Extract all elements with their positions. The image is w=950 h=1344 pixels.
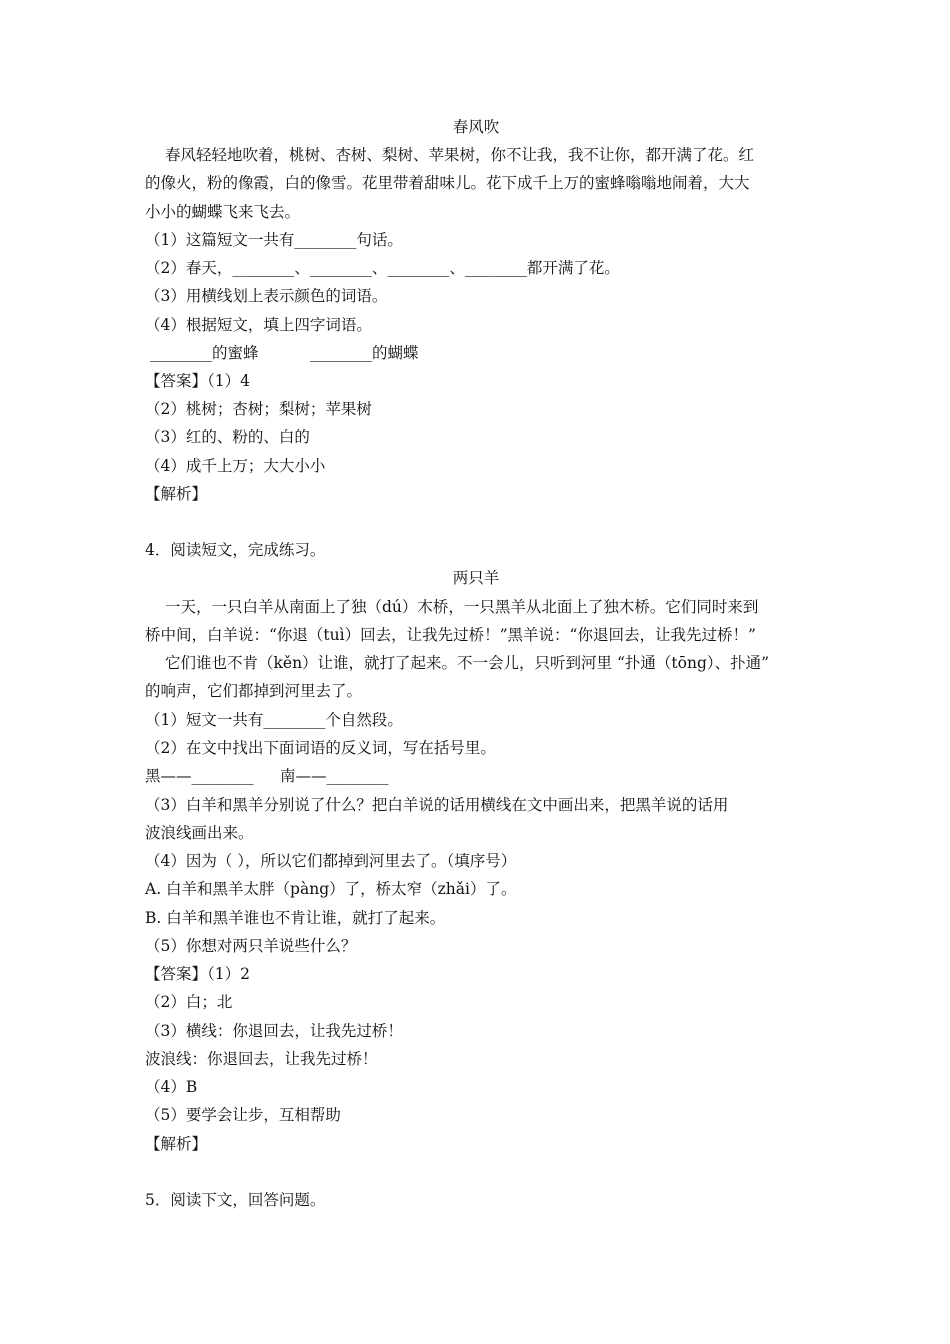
question-4: （4）因为（ ），所以它们都掉到河里去了。（填序号） xyxy=(145,852,517,870)
question-3: （3）用横线划上表示颜色的词语。 xyxy=(145,287,388,305)
passage-line: 它们谁也不肯（kěn）让谁，就打了起来。不一会儿，只听到河里 “扑通（tōng）、扑通” xyxy=(165,654,770,672)
answer-label: 【答案】 xyxy=(145,372,208,390)
answer-label: 【答案】 xyxy=(145,965,208,983)
question-4: （4）根据短文，填上四字词语。 xyxy=(145,316,372,334)
analysis-label: 【解析】 xyxy=(145,1135,208,1153)
answer-item: （2）桃树；杏树；梨树；苹果树 xyxy=(145,400,372,418)
question-2: （2）在文中找出下面词语的反义词，写在括号里。 xyxy=(145,739,496,757)
passage-title-chunfengchui: 春风吹 xyxy=(452,118,500,136)
passage-line: 小小的蝴蝶飞来飞去。 xyxy=(145,203,301,221)
passage-line: 桥中间，白羊说：“你退（tuì）回去，让我先过桥！”黑羊说：“你退回去，让我先过桥！” xyxy=(145,626,756,644)
passage-title-liangzhiyang: 两只羊 xyxy=(452,569,500,587)
question-3: （3）白羊和黑羊分别说了什么？把白羊说的话用横线在文中画出来，把黑羊说的话用 xyxy=(145,796,729,814)
antonym-blank-black: 黑——________ xyxy=(145,767,254,785)
passage-line: 的像火，粉的像霞，白的像雪。花里带着甜味儿。花下成千上万的蜜蜂嗡嗡地闹着，大大 xyxy=(145,174,750,192)
antonym-blank-south: 南——________ xyxy=(280,767,389,785)
passage-line: 的响声，它们都掉到河里去了。 xyxy=(145,682,363,700)
question-5: （5）你想对两只羊说些什么？ xyxy=(145,937,357,955)
question-3-cont: 波浪线画出来。 xyxy=(145,824,254,842)
passage-line: 春风轻轻地吹着，桃树、杏树、梨树、苹果树，你不让我，我不让你，都开满了花。红 xyxy=(165,146,755,164)
question-1: （1）这篇短文一共有________句话。 xyxy=(145,231,403,249)
answer-item: 波浪线：你退回去，让我先过桥！ xyxy=(145,1050,378,1068)
fill-blank-butterflies: ________的蝴蝶 xyxy=(310,344,419,362)
question-heading-5: 5．阅读下文，回答问题。 xyxy=(145,1191,326,1209)
answer-item: （1）4 xyxy=(207,372,250,390)
answer-row xyxy=(145,371,825,391)
answer-item: （1）2 xyxy=(207,965,250,983)
question-heading-4: 4．阅读短文，完成练习。 xyxy=(145,541,326,559)
answer-item: （3）红的、粉的、白的 xyxy=(145,428,310,446)
analysis-label: 【解析】 xyxy=(145,485,208,503)
fill-blank-bees: ________的蜜蜂 xyxy=(150,344,259,362)
answer-item: （5）要学会让步，互相帮助 xyxy=(145,1106,341,1124)
option-a: A. 白羊和黑羊太胖（pàng）了，桥太窄（zhǎi）了。 xyxy=(145,880,517,898)
question-1: （1）短文一共有________个自然段。 xyxy=(145,711,403,729)
answer-item: （4）成千上万；大大小小 xyxy=(145,457,326,475)
question-2: （2）春天，________、________、________、________都开满了花。 xyxy=(145,259,620,277)
answer-row xyxy=(145,964,825,984)
fill-in-row xyxy=(150,343,830,363)
passage-line: 一天，一只白羊从南面上了独（dú）木桥，一只黑羊从北面上了独木桥。它们同时来到 xyxy=(165,598,759,616)
answer-item: （3）横线：你退回去，让我先过桥！ xyxy=(145,1022,403,1040)
answer-item: （4）B xyxy=(145,1078,198,1096)
antonym-row xyxy=(145,766,825,786)
answer-item: （2）白；北 xyxy=(145,993,233,1011)
option-b: B. 白羊和黑羊谁也不肯让谁，就打了起来。 xyxy=(145,909,446,927)
